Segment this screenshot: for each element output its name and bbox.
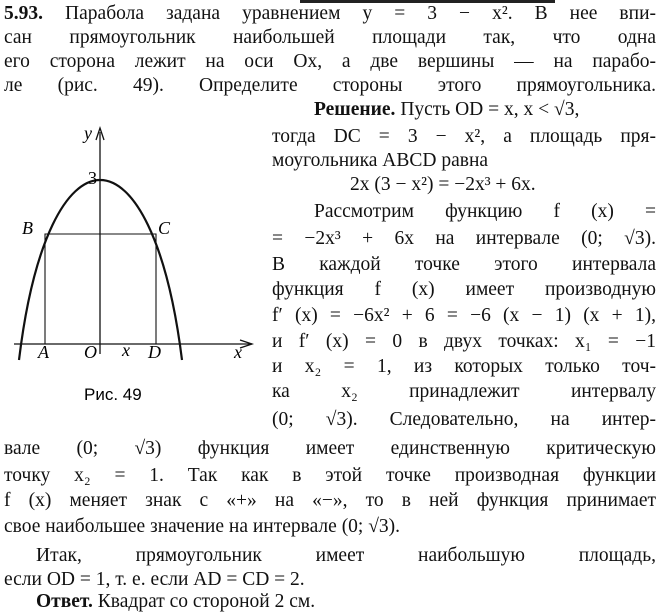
- solution-label: Решение.: [314, 99, 396, 120]
- label-o: O: [84, 342, 97, 362]
- problem-line-4: ле (рис. 49). Определите стороны этого прямоугольника.: [4, 75, 656, 96]
- problem-text-1: Парабола задана уравнением y = 3 − x². В нее впи-: [65, 3, 657, 24]
- problem-line-1: [4, 2, 656, 26]
- solution-line-14: вале (0; √3) функция имеет единственную критическую: [4, 438, 656, 459]
- solution-line-2: тогда DC = 3 − x², а площадь пря-: [272, 126, 656, 147]
- conclusion-line-2: если OD = 1, т. е. если AD = CD = 2.: [4, 569, 305, 590]
- solution-line-9: f′ (x) = −6x² + 6 = −6 (x − 1) (x + 1),: [272, 305, 656, 326]
- label-a: A: [38, 342, 49, 362]
- label-y: y: [84, 123, 92, 143]
- solution-line-5: Рассмотрим функцию f (x) =: [314, 201, 656, 222]
- solution-line-8: функция f (x) имеет производную: [272, 279, 656, 300]
- solution-line-17: свое наибольшее значение на интервале (0; √3).: [4, 516, 401, 537]
- answer-line: [36, 590, 315, 614]
- figure-caption: Рис. 49: [84, 385, 142, 404]
- solution-line-12: ка x₂ принадлежит интервалу: [272, 381, 656, 402]
- parabola-figure: [8, 122, 258, 407]
- answer-label: Ответ.: [36, 591, 93, 612]
- problem-line-3: его сторона лежит на оси Ox, а две вершины — на парабо-: [4, 51, 656, 72]
- solution-line-15: точку x₂ = 1. Так как в этой точке производная функции: [4, 465, 656, 486]
- answer-text: Квадрат со стороной 2 см.: [97, 591, 316, 612]
- label-b: B: [22, 218, 33, 238]
- label-3: 3: [88, 168, 97, 188]
- solution-line-7: В каждой точке этого интервала: [272, 254, 656, 275]
- label-c: C: [158, 218, 171, 238]
- solution-line-11: и x₂ = 1, из которых только точ-: [272, 356, 656, 377]
- solution-text-1: Пусть OD = x, x < √3,: [400, 99, 580, 120]
- solution-line-6: = −2x³ + 6x на интервале (0; √3).: [272, 228, 656, 249]
- problem-number: 5.93.: [4, 3, 43, 24]
- solution-line-13: (0; √3). Следовательно, на интер-: [272, 409, 656, 430]
- solution-line-3: моугольника ABCD равна: [272, 150, 489, 171]
- solution-formula: 2x (3 − x²) = −2x³ + 6x.: [350, 174, 536, 195]
- problem-line-2: сан прямоугольник наибольшей площади так, что одна: [4, 27, 656, 48]
- label-x-mid: x: [122, 340, 130, 360]
- conclusion-line-1: Итак, прямоугольник имеет наибольшую площадь,: [36, 545, 656, 566]
- label-d: D: [148, 342, 161, 362]
- solution-line-1: [314, 98, 579, 122]
- label-x-axis: x: [234, 342, 242, 362]
- solution-line-16: f (x) меняет знак с «+» на «−», то в ней функция принимает: [4, 490, 656, 511]
- solution-line-10: и f′ (x) = 0 в двух точках: x₁ = −1: [272, 331, 656, 352]
